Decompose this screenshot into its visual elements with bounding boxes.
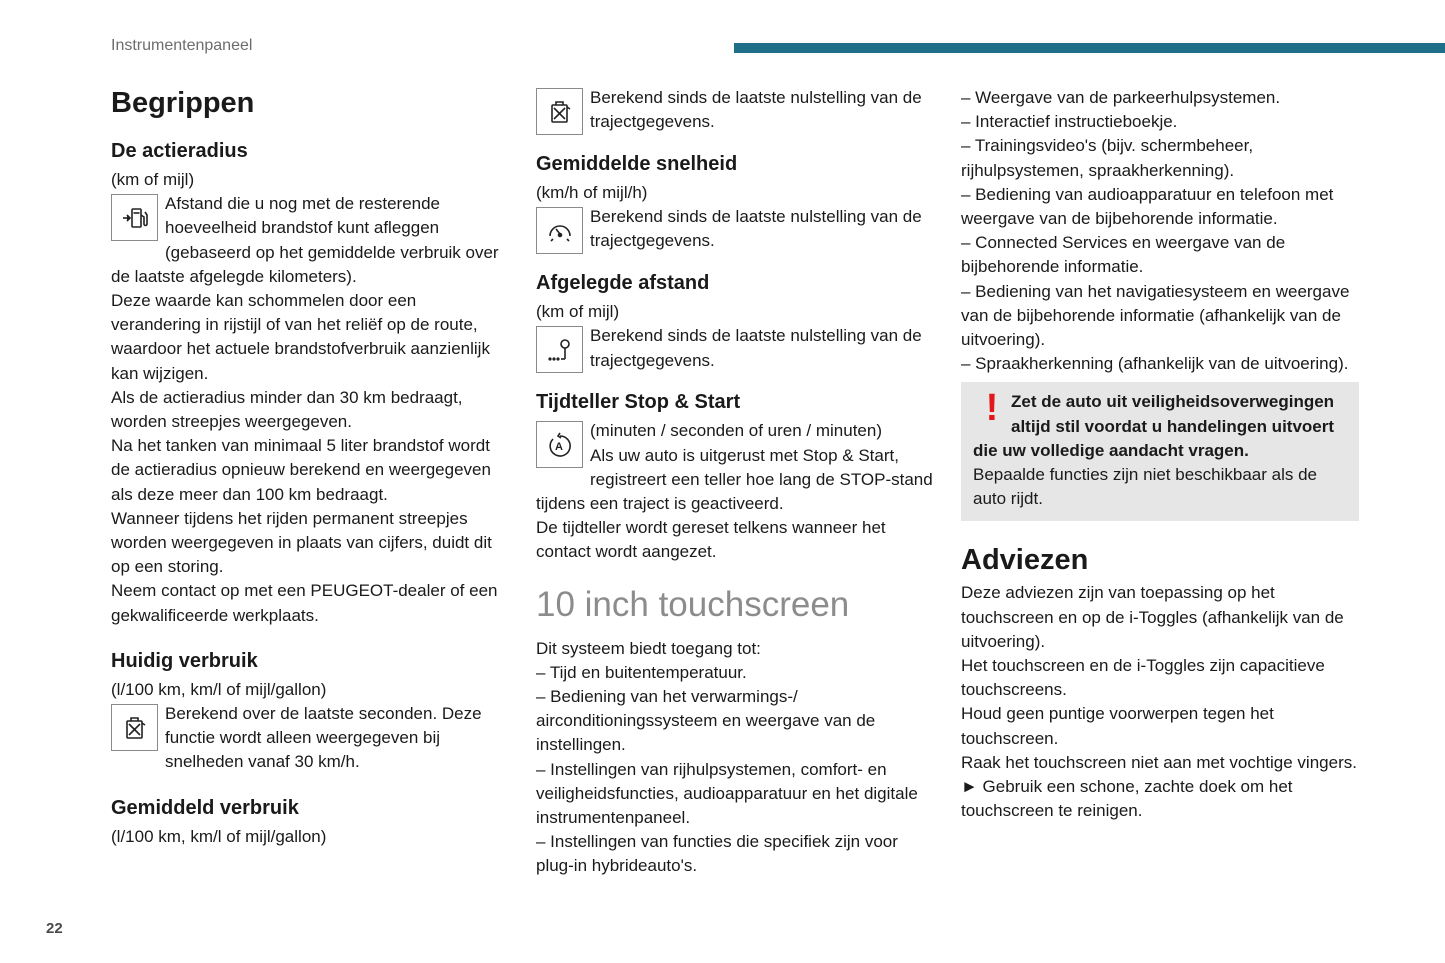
afgelegde-afstand-text: Berekend sinds de laatste nulstelling van de trajectgegevens.: [590, 326, 922, 370]
warning-text: Bepaalde functies zijn niet beschikbaar als de auto rijdt.: [973, 465, 1317, 509]
stop-start-text-1: Als uw auto is uitgerust met Stop & Start, registreert een teller hoe lang de STOP-stand tijdens een traject is geactiveerd.: [536, 445, 933, 514]
actieradius-text-4: Na het tanken van minimaal 5 liter brandstof wordt de actieradius opnieuw berekend en weergegeven als deze meer dan 100 km bedraagt.: [111, 436, 491, 504]
unit-gemiddeld-verbruik: (l/100 km, km/l of mijl/gallon): [111, 826, 327, 846]
unit-gemiddelde-snelheid: (km/h of mijl/h): [536, 183, 648, 202]
touchscreen-item: – Weergave van de parkeerhulpsystemen.: [961, 88, 1281, 107]
heading-begrippen: Begrippen: [111, 87, 255, 119]
running-header: Instrumentenpaneel: [111, 37, 253, 54]
touchscreen-item: – Instellingen van functies die specifiek zijn voor plug-in hybrideauto's.: [536, 832, 898, 876]
heading-gemiddeld-verbruik: Gemiddeld verbruik: [111, 796, 299, 819]
heading-actieradius: De actieradius: [111, 140, 248, 162]
actieradius-text-6: Neem contact op met een PEUGEOT-dealer of een gekwalificeerde werkplaats.: [111, 581, 498, 625]
adviezen-text-1: Deze adviezen zijn van toepassing op het touchscreen en op de i-Toggles (afhankelijk van de uitvoering).: [961, 583, 1344, 651]
warning-bold-text: Zet de auto uit veiligheidsoverwegingen altijd stil voordat u handelingen uitvoert die uw volledige aandacht vragen.: [973, 392, 1335, 460]
heading-gemiddelde-snelheid: Gemiddelde snelheid: [536, 153, 738, 175]
fuel-consumption-icon: [111, 704, 158, 751]
gemiddelde-snelheid-text: Berekend sinds de laatste nulstelling van de trajectgegevens.: [590, 207, 922, 251]
heading-tijdteller-stop-start: Tijdteller Stop & Start: [536, 391, 741, 414]
unit-afgelegde-afstand: (km of mijl): [536, 302, 620, 322]
touchscreen-item: – Tijd en buitentemperatuur.: [536, 662, 747, 682]
svg-text:A: A: [554, 440, 563, 453]
touchscreen-item: – Connected Services en weergave van de bijbehorende informatie.: [961, 233, 1286, 277]
touchscreen-item: – Interactief instructieboekje.: [961, 112, 1178, 132]
adviezen-text-3: Houd geen puntige voorwerpen tegen het touchscreen.: [961, 704, 1274, 748]
touchscreen-intro: Dit systeem biedt toegang tot:: [536, 638, 761, 658]
touchscreen-item: – Instellingen van rijhulpsystemen, comfort- en veiligheidsfuncties, audioapparatuur en het digitale instrumentenpaneel.: [536, 759, 918, 828]
touchscreen-item: – Trainingsvideo's (bijv. schermbeheer, rijhulpsystemen, spraakherkenning).: [961, 136, 1254, 180]
touchscreen-item: – Spraakherkenning (afhankelijk van de uitvoering).: [961, 354, 1349, 374]
adviezen-text-4: Raak het touchscreen niet aan met vochtige vingers.: [961, 752, 1357, 772]
warning-box: [961, 382, 1359, 521]
heading-afgelegde-afstand: Afgelegde afstand: [536, 272, 710, 295]
unit-stop-start: (minuten / seconden of uren / minuten): [590, 421, 882, 441]
adviezen-text-5: ► Gebruik een schone, zachte doek om het touchscreen te reinigen.: [961, 777, 1293, 821]
touchscreen-item: – Bediening van audioapparatuur en telefoon met weergave van de bijbehorende informatie.: [961, 184, 1334, 229]
heading-10-inch-touchscreen: 10 inch touchscreen: [536, 584, 850, 624]
column-middle: [536, 86, 936, 879]
column-left: [111, 86, 503, 849]
heading-huidig-verbruik: Huidig verbruik: [111, 649, 258, 672]
touchscreen-item: – Bediening van het navigatiesysteem en weergave van de bijbehorende informatie (afhankelijk van de uitvoering).: [961, 281, 1350, 350]
actieradius-text-5: Wanneer tijdens het rijden permanent streepjes worden weergegeven in plaats van cijfers, duidt dit op een storing.: [111, 508, 492, 577]
unit-actieradius: (km of mijl): [111, 170, 195, 189]
speedometer-icon: [536, 207, 583, 254]
header-accent-bar: [734, 43, 1445, 53]
huidig-verbruik-text: Berekend over de laatste seconden. Deze functie wordt alleen weergegeven bij snelheden vanaf 30 km/h.: [165, 704, 482, 772]
touchscreen-item: – Bediening van het verwarmings-/ airconditioningssysteem en weergave van de instellingen.: [536, 687, 876, 755]
stop-start-icon: [536, 421, 583, 468]
stop-start-text-2: De tijdteller wordt gereset telkens wanneer het contact wordt aangezet.: [536, 518, 886, 562]
average-consumption-icon: [536, 88, 583, 135]
warning-exclamation-icon: !: [985, 387, 999, 430]
unit-huidig-verbruik: (l/100 km, km/l of mijl/gallon): [111, 679, 327, 699]
gemiddeld-verbruik-text: Berekend sinds de laatste nulstelling van de trajectgegevens.: [590, 88, 922, 132]
actieradius-text-2: Deze waarde kan schommelen door een verandering in rijstijl of van het reliëf op de route, waardoor het actuele brandstofverbruik aanzienlijk kan wijzigen.: [111, 291, 490, 383]
actieradius-text-3: Als de actieradius minder dan 30 km bedraagt, worden streepjes weergegeven.: [111, 387, 463, 432]
heading-adviezen: Adviezen: [961, 544, 1089, 577]
fuel-range-icon: [111, 194, 158, 241]
column-right: [961, 86, 1359, 823]
adviezen-text-2: Het touchscreen en de i-Toggles zijn capacitieve touchscreens.: [961, 656, 1325, 700]
actieradius-text-1: Afstand die u nog met de resterende hoeveelheid brandstof kunt afleggen (gebaseerd op het gemiddelde verbruik over de laatste afgelegde kilometers).: [111, 194, 499, 286]
distance-pin-icon: [536, 326, 583, 373]
page-number: 22: [46, 920, 63, 937]
